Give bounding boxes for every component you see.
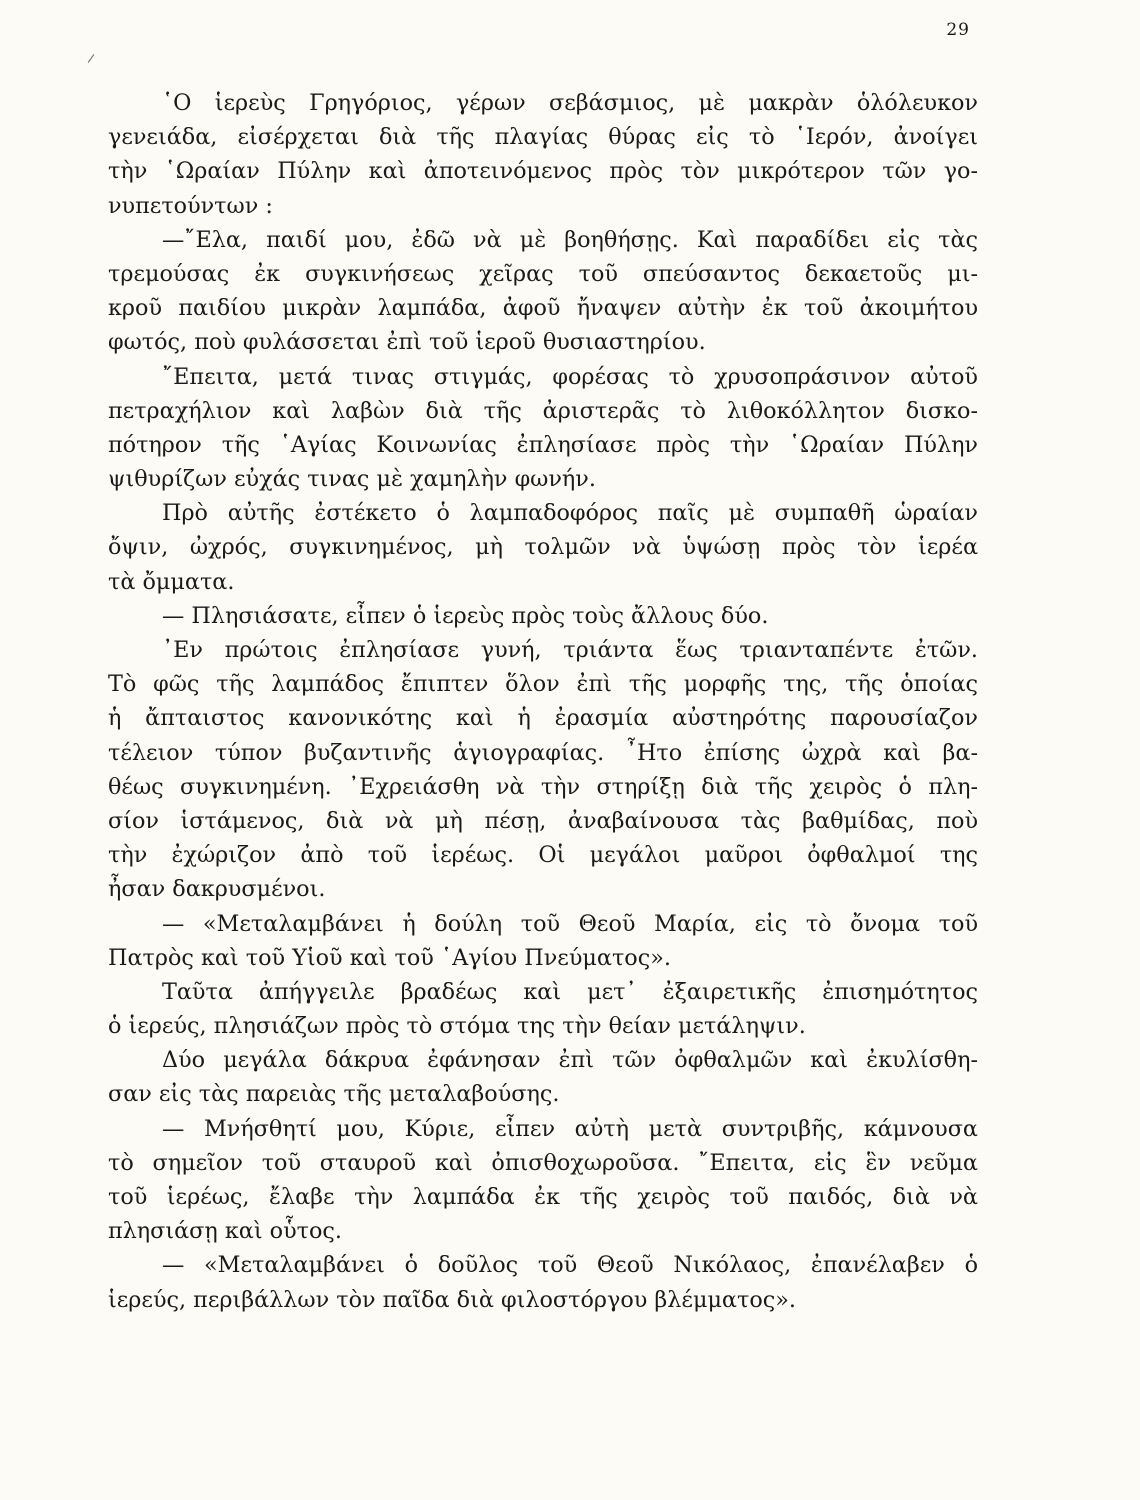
text-line: Δύο μεγάλα δάκρυα ἐφάνησαν ἐπὶ τῶν ὀφθαλμῶν καὶ ἐκυλίσθη-: [162, 1047, 978, 1074]
text-line: κροῦ παιδίου μικρὰν λαμπάδα, ἀφοῦ ἤναψεν αὐτὴν ἐκ τοῦ ἀκοιμήτου: [108, 295, 978, 322]
text-line: τρεμούσας ἐκ συγκινήσεως χεῖρας τοῦ σπεύσαντος δεκαετοῦς μι-: [108, 260, 978, 287]
text-line: σίον ἱστάμενος, διὰ νὰ μὴ πέσῃ, ἀναβαίνουσα τὰς βαθμίδας, ποὺ: [108, 807, 978, 834]
text-line: πότηρον τῆς ῾Αγίας Κοινωνίας ἐπλησίασε πρὸς τὴν ῾Ωραίαν Πύλην: [108, 431, 978, 458]
text-line: Πατρὸς καὶ τοῦ Υἱοῦ καὶ τοῦ ῾Αγίου Πνεύματος».: [108, 944, 671, 971]
text-line: — «Μεταλαμβάνει ἡ δούλη τοῦ Θεοῦ Μαρία, εἰς τὸ ὄνομα τοῦ: [162, 910, 978, 937]
text-line: πετραχήλιον καὶ λαβὼν διὰ τῆς ἀριστερᾶς τὸ λιθοκόλλητον δισκο-: [108, 397, 978, 424]
text-line: τοῦ ἱερέως, ἔλαβε τὴν λαμπάδα ἐκ τῆς χειρὸς τοῦ παιδός, διὰ νὰ: [108, 1184, 978, 1210]
text-line: σαν εἰς τὰς παρειὰς τῆς μεταλαβούσης.: [108, 1081, 560, 1108]
text-line: Ταῦτα ἀπήγγειλε βραδέως καὶ μετ᾿ ἐξαιρετικῆς ἐπισημότητος: [162, 978, 978, 1005]
text-line: ψιθυρίζων εὐχάς τινας μὲ χαμηλὴν φωνήν.: [108, 466, 596, 493]
page-number: 29: [946, 20, 970, 40]
text-line: γενειάδα, εἰσέρχεται διὰ τῆς πλαγίας θύρας εἰς τὸ ῾Ιερόν, ἀνοίγει: [108, 124, 978, 151]
text-line: τὰ ὄμματα.: [108, 568, 235, 595]
text-line: ἡ ἄπταιστος κανονικότης καὶ ἡ ἐρασμία αὐστηρότης παρουσίαζον: [108, 705, 978, 732]
text-line: τὴν ῾Ωραίαν Πύλην καὶ ἀποτεινόμενος πρὸς τὸν μικρότερον τῶν γο-: [108, 158, 978, 185]
text-line: νυπετούντων :: [108, 192, 273, 219]
text-line: ῎Επειτα, μετά τινας στιγμάς, φορέσας τὸ χρυσοπράσινον αὐτοῦ: [162, 363, 978, 390]
text-line: τὴν ἐχώριζον ἀπὸ τοῦ ἱερέως. Οἱ μεγάλοι μαῦροι ὀφθαλμοί της: [108, 842, 978, 869]
text-line: — «Μεταλαμβάνει ὁ δοῦλος τοῦ Θεοῦ Νικόλαος, ἐπανέλαβεν ὁ: [162, 1252, 978, 1279]
text-line: ἦσαν δακρυσμένοι.: [108, 876, 326, 903]
text-line: θέως συγκινημένη. ᾿Εχρειάσθη νὰ τὴν στηρίξῃ διὰ τῆς χειρὸς ὁ πλη-: [108, 773, 978, 800]
text-line: — Πλησιάσατε, εἶπεν ὁ ἱερεὺς πρὸς τοὺς ἄλλους δύο.: [162, 602, 769, 629]
text-line: ὁ ἱερεύς, πλησιάζων πρὸς τὸ στόμα της τὴν θείαν μετάληψιν.: [108, 1013, 806, 1040]
text-line: ῾Ο ἱερεὺς Γρηγόριος, γέρων σεβάσμιος, μὲ μακρὰν ὁλόλευκον: [162, 90, 978, 116]
margin-mark: [88, 54, 95, 63]
text-line: — Μνήσθητί μου, Κύριε, εἶπεν αὐτὴ μετὰ συντριβῆς, κάμνουσα: [162, 1115, 978, 1142]
text-line: Πρὸ αὐτῆς ἐστέκετο ὁ λαμπαδοφόρος παῖς μὲ συμπαθῆ ὡραίαν: [162, 500, 978, 527]
body-text: [108, 86, 978, 1317]
text-line: ᾿Εν πρώτοις ἐπλησίασε γυνή, τριάντα ἕως τριανταπέντε ἐτῶν.: [162, 637, 978, 663]
text-line: —῎Ελα, παιδί μου, ἐδῶ νὰ μὲ βοηθήσῃς. Καὶ παραδίδει εἰς τὰς: [162, 226, 978, 253]
text-line: ἱερεύς, περιβάλλων τὸν παῖδα διὰ φιλοστόργου βλέμματος».: [108, 1286, 796, 1313]
text-line: ὄψιν, ὠχρός, συγκινημένος, μὴ τολμῶν νὰ ὑψώσῃ πρὸς τὸν ἱερέα: [108, 534, 978, 561]
text-line: τὸ σημεῖον τοῦ σταυροῦ καὶ ὀπισθοχωροῦσα. ῎Επειτα, εἰς ἓν νεῦμα: [108, 1149, 978, 1176]
text-line: τέλειον τύπον βυζαντινῆς ἁγιογραφίας. ῏Ητο ἐπίσης ὠχρὰ καὶ βα-: [108, 739, 978, 766]
text-line: φωτός, ποὺ φυλάσσεται ἐπὶ τοῦ ἱεροῦ θυσιαστηρίου.: [108, 329, 706, 356]
text-line: Τὸ φῶς τῆς λαμπάδος ἔπιπτεν ὅλον ἐπὶ τῆς μορφῆς της, τῆς ὁποίας: [108, 671, 978, 698]
text-line: πλησιάσῃ καὶ οὗτος.: [108, 1218, 342, 1245]
